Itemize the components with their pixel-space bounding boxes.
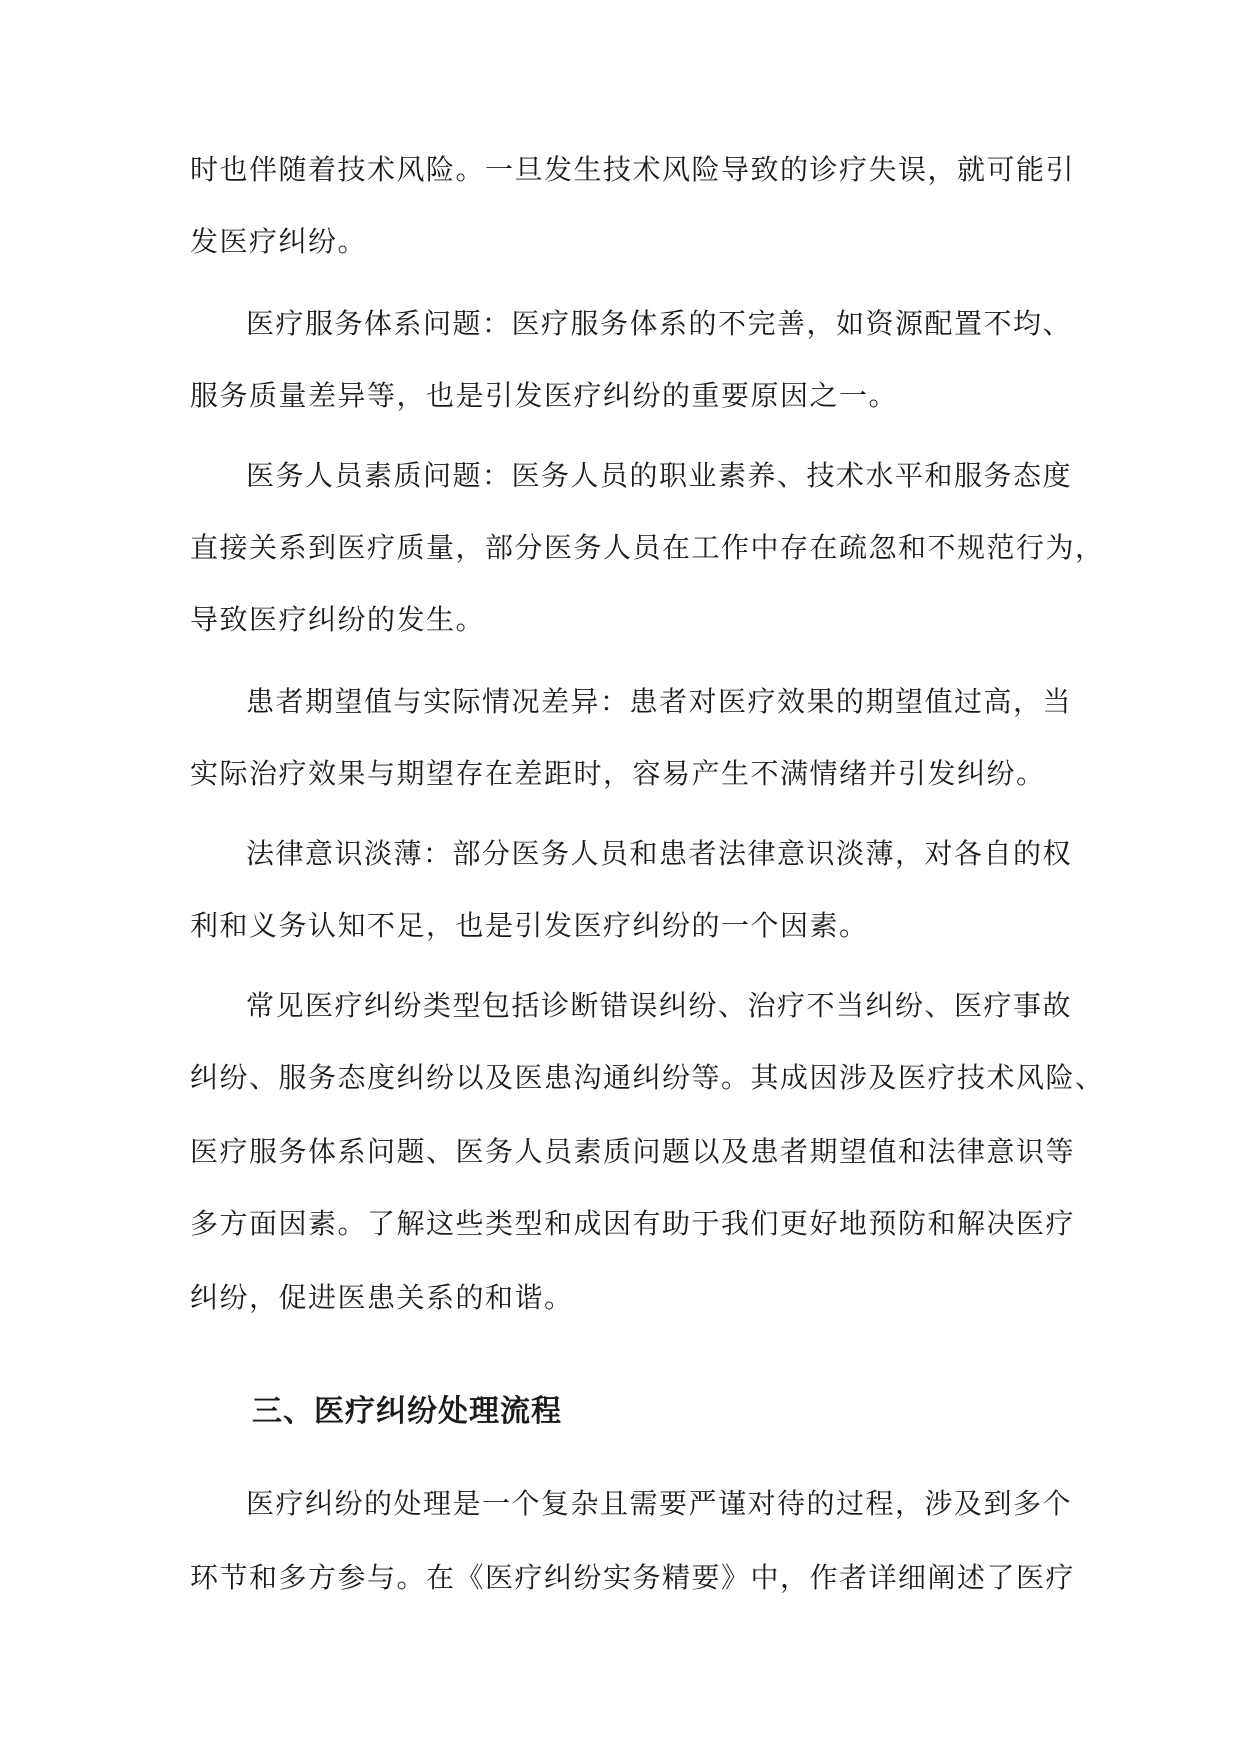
paragraph-line: 医疗服务体系问题、医务人员素质问题以及患者期望值和法律意识等 (190, 1135, 1076, 1168)
paragraph-line: 常见医疗纠纷类型包括诊断错误纠纷、治疗不当纠纷、医疗事故 (246, 989, 1073, 1022)
paragraph-line: 法律意识淡薄：部分医务人员和患者法律意识淡薄，对各自的权 (246, 837, 1073, 870)
paragraph-line: 服务质量差异等，也是引发医疗纠纷的重要原因之一。 (190, 379, 899, 412)
section-heading: 三、医疗纠纷处理流程 (252, 1394, 562, 1429)
paragraph-line: 导致医疗纠纷的发生。 (190, 603, 486, 636)
paragraph-line: 直接关系到医疗质量，部分医务人员在工作中存在疏忽和不规范行为， (190, 531, 1105, 564)
paragraph-line: 医疗纠纷的处理是一个复杂且需要严谨对待的过程，涉及到多个 (246, 1487, 1073, 1520)
paragraph-line: 纠纷、服务态度纠纷以及医患沟通纠纷等。其成因涉及医疗技术风险、 (190, 1061, 1105, 1094)
paragraph-line: 时也伴随着技术风险。一旦发生技术风险导致的诊疗失误，就可能引 (190, 153, 1076, 186)
paragraph-line: 纠纷，促进医患关系的和谐。 (190, 1281, 574, 1314)
paragraph-line: 多方面因素。了解这些类型和成因有助于我们更好地预防和解决医疗 (190, 1207, 1076, 1240)
paragraph-line: 医疗服务体系问题：医疗服务体系的不完善，如资源配置不均、 (246, 307, 1073, 340)
paragraph-line: 医务人员素质问题：医务人员的职业素养、技术水平和服务态度 (246, 459, 1073, 492)
paragraph-line: 患者期望值与实际情况差异：患者对医疗效果的期望值过高，当 (246, 685, 1073, 718)
paragraph-line: 利和义务认知不足，也是引发医疗纠纷的一个因素。 (190, 909, 869, 942)
paragraph-line: 环节和多方参与。在《医疗纠纷实务精要》中，作者详细阐述了医疗 (190, 1561, 1076, 1594)
paragraph-line: 发医疗纠纷。 (190, 225, 368, 258)
paragraph-line: 实际治疗效果与期望存在差距时，容易产生不满情绪并引发纠纷。 (190, 757, 1046, 790)
